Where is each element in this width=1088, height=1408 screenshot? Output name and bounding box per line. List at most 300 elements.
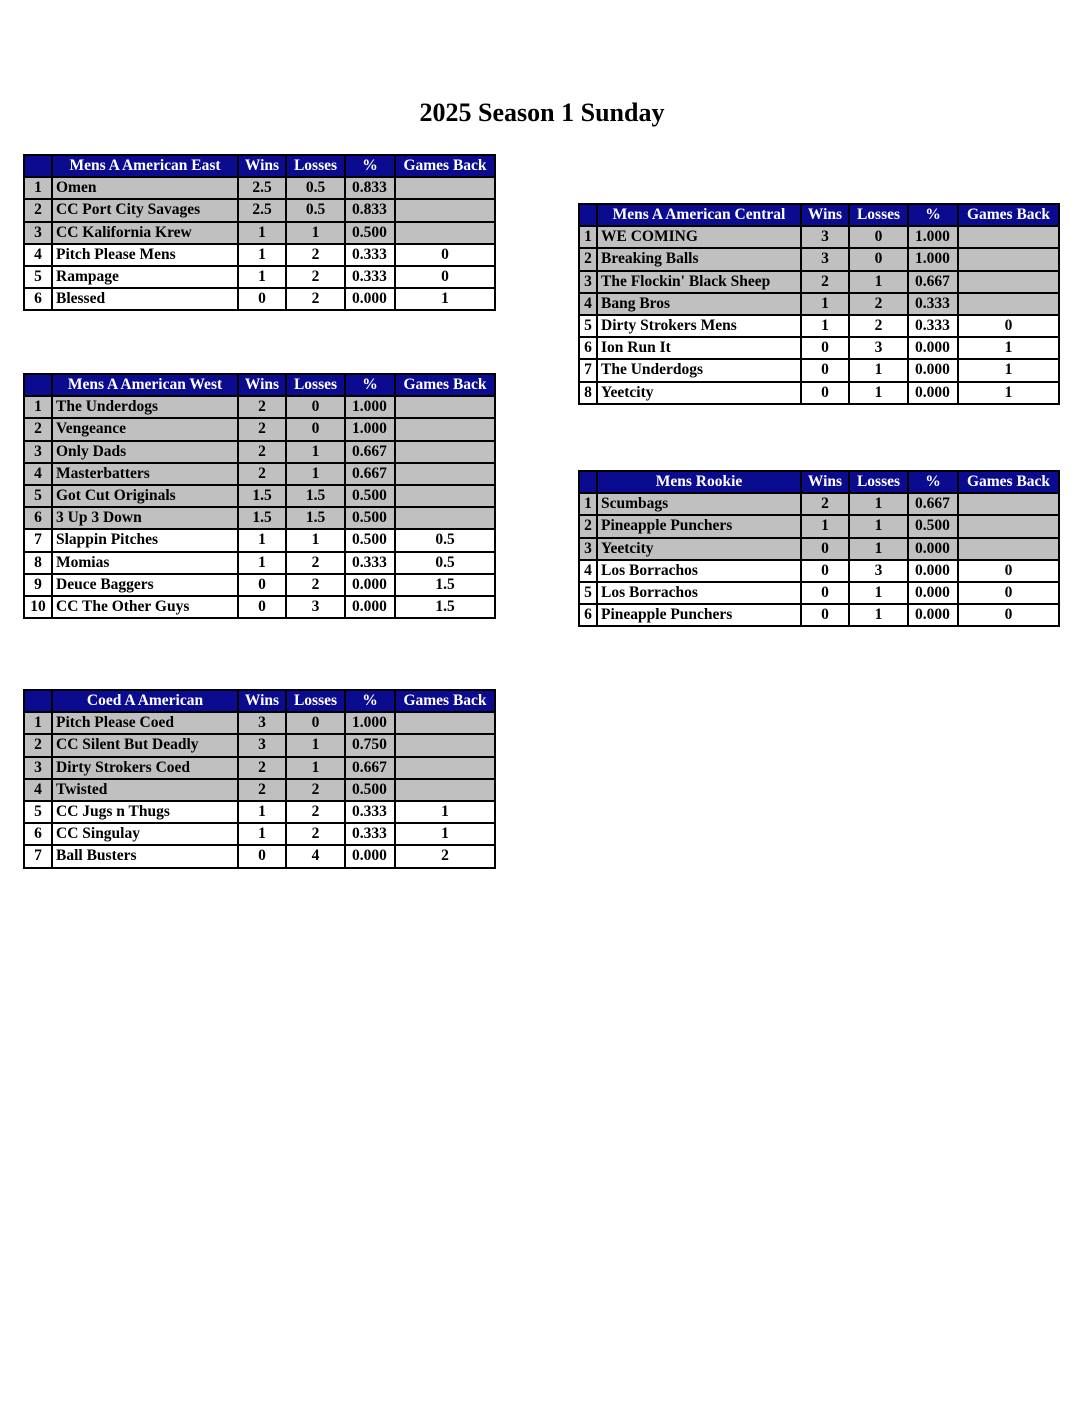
games-back-header: Games Back (395, 690, 495, 712)
games-back-cell: 1 (958, 337, 1059, 359)
table-row (579, 538, 1059, 560)
losses-cell: 1 (849, 271, 908, 293)
losses-cell: 1 (849, 515, 908, 537)
losses-cell: 1 (286, 529, 345, 551)
games-back-cell (395, 485, 495, 507)
table-row (24, 845, 495, 867)
table-row (579, 271, 1059, 293)
pct-cell: 1.000 (345, 712, 395, 734)
wins-cell: 0 (801, 382, 849, 404)
games-back-cell (395, 396, 495, 418)
pct-cell: 0.333 (345, 244, 395, 266)
rank-cell: 6 (24, 507, 52, 529)
pct-cell: 0.000 (908, 604, 958, 626)
losses-cell: 1 (849, 538, 908, 560)
table-row (24, 463, 495, 485)
pct-header: % (345, 374, 395, 396)
wins-cell: 1 (238, 266, 286, 288)
games-back-header: Games Back (395, 374, 495, 396)
games-back-cell (395, 199, 495, 221)
wins-cell: 1 (238, 529, 286, 551)
wins-cell: 2 (238, 463, 286, 485)
losses-header: Losses (286, 374, 345, 396)
table-header-row (24, 155, 495, 177)
losses-cell: 2 (286, 574, 345, 596)
wins-cell: 2 (238, 441, 286, 463)
wins-cell: 0 (801, 604, 849, 626)
team-name: Vengeance (52, 418, 238, 440)
rank-cell: 7 (24, 845, 52, 867)
wins-cell: 2 (238, 779, 286, 801)
wins-cell: 0 (238, 596, 286, 618)
games-back-cell: 1 (395, 801, 495, 823)
table-row (579, 493, 1059, 515)
pct-header: % (908, 471, 958, 493)
games-back-cell: 0.5 (395, 552, 495, 574)
wins-cell: 1 (238, 552, 286, 574)
table-header-row (24, 374, 495, 396)
games-back-cell: 0 (395, 266, 495, 288)
losses-cell: 3 (286, 596, 345, 618)
games-back-cell: 0 (395, 244, 495, 266)
games-back-header: Games Back (958, 204, 1059, 226)
wins-cell: 2 (238, 418, 286, 440)
team-name: Masterbatters (52, 463, 238, 485)
pct-cell: 0.000 (345, 596, 395, 618)
wins-header: Wins (238, 374, 286, 396)
team-name: Only Dads (52, 441, 238, 463)
wins-cell: 1 (238, 823, 286, 845)
games-back-cell (395, 441, 495, 463)
table-row (579, 226, 1059, 248)
team-name: CC The Other Guys (52, 596, 238, 618)
losses-cell: 0 (286, 396, 345, 418)
standings-table-coed-a-american (23, 689, 496, 869)
pct-cell: 0.500 (345, 507, 395, 529)
table-header-row (579, 471, 1059, 493)
team-name: CC Singulay (52, 823, 238, 845)
losses-cell: 4 (286, 845, 345, 867)
games-back-cell (958, 493, 1059, 515)
games-back-cell (958, 226, 1059, 248)
games-back-header: Games Back (395, 155, 495, 177)
pct-cell: 0.000 (908, 337, 958, 359)
standings-table-mens-rookie (578, 470, 1060, 627)
wins-header: Wins (238, 155, 286, 177)
rank-cell: 4 (579, 560, 597, 582)
team-name: Pineapple Punchers (597, 604, 801, 626)
losses-cell: 2 (849, 315, 908, 337)
team-name: Pineapple Punchers (597, 515, 801, 537)
pct-cell: 0.667 (345, 757, 395, 779)
rank-cell: 10 (24, 596, 52, 618)
losses-cell: 1 (849, 493, 908, 515)
table-row (24, 574, 495, 596)
games-back-cell (958, 271, 1059, 293)
losses-cell: 2 (286, 779, 345, 801)
table-row (24, 552, 495, 574)
rank-cell: 6 (579, 604, 597, 626)
division-name: Coed A American (52, 690, 238, 712)
losses-cell: 1 (286, 222, 345, 244)
team-name: Rampage (52, 266, 238, 288)
losses-cell: 1 (849, 582, 908, 604)
games-back-cell: 1.5 (395, 596, 495, 618)
pct-cell: 0.000 (345, 845, 395, 867)
losses-cell: 0 (286, 418, 345, 440)
rank-cell: 3 (24, 441, 52, 463)
rank-cell: 4 (579, 293, 597, 315)
rank-cell: 5 (24, 266, 52, 288)
team-name: Los Borrachos (597, 560, 801, 582)
rank-cell: 2 (579, 248, 597, 270)
table-row (24, 596, 495, 618)
table-row (24, 222, 495, 244)
table-row (24, 177, 495, 199)
games-back-cell: 0 (958, 315, 1059, 337)
games-back-cell: 0 (958, 582, 1059, 604)
games-back-cell: 0.5 (395, 529, 495, 551)
rank-cell: 3 (579, 271, 597, 293)
losses-header: Losses (286, 690, 345, 712)
rank-cell: 5 (579, 582, 597, 604)
table-row (24, 441, 495, 463)
rank-cell: 5 (579, 315, 597, 337)
games-back-cell (958, 515, 1059, 537)
games-back-cell: 1.5 (395, 574, 495, 596)
pct-cell: 0.500 (908, 515, 958, 537)
games-back-cell (395, 757, 495, 779)
losses-cell: 2 (286, 823, 345, 845)
table-header-row (579, 204, 1059, 226)
pct-cell: 0.333 (345, 801, 395, 823)
team-name: Los Borrachos (597, 582, 801, 604)
team-name: Dirty Strokers Mens (597, 315, 801, 337)
team-name: Scumbags (597, 493, 801, 515)
pct-cell: 0.333 (345, 266, 395, 288)
losses-cell: 1 (849, 359, 908, 381)
losses-header: Losses (286, 155, 345, 177)
team-name: Breaking Balls (597, 248, 801, 270)
wins-cell: 1 (238, 244, 286, 266)
team-name: CC Kalifornia Krew (52, 222, 238, 244)
table-row (24, 779, 495, 801)
team-name: CC Jugs n Thugs (52, 801, 238, 823)
table-row (24, 757, 495, 779)
rank-cell: 1 (579, 226, 597, 248)
games-back-cell (958, 538, 1059, 560)
team-name: The Underdogs (597, 359, 801, 381)
pct-cell: 0.833 (345, 199, 395, 221)
team-name: Yeetcity (597, 538, 801, 560)
rank-cell: 8 (24, 552, 52, 574)
rank-cell: 1 (24, 177, 52, 199)
pct-cell: 1.000 (345, 396, 395, 418)
losses-cell: 2 (849, 293, 908, 315)
losses-cell: 0.5 (286, 199, 345, 221)
pct-cell: 0.333 (345, 552, 395, 574)
pct-cell: 0.000 (908, 382, 958, 404)
rank-cell: 6 (24, 823, 52, 845)
rank-cell: 5 (24, 485, 52, 507)
table-row (579, 293, 1059, 315)
rank-cell: 4 (24, 779, 52, 801)
team-name: CC Port City Savages (52, 199, 238, 221)
games-back-cell (395, 463, 495, 485)
rank-header (24, 690, 52, 712)
rank-cell: 9 (24, 574, 52, 596)
rank-cell: 7 (579, 359, 597, 381)
table-row (579, 560, 1059, 582)
table-row (579, 604, 1059, 626)
team-name: Got Cut Originals (52, 485, 238, 507)
wins-header: Wins (801, 204, 849, 226)
games-back-cell (958, 248, 1059, 270)
wins-cell: 1 (238, 801, 286, 823)
losses-cell: 0.5 (286, 177, 345, 199)
table-row (24, 199, 495, 221)
table-row (579, 359, 1059, 381)
division-name: Mens Rookie (597, 471, 801, 493)
table-row (24, 244, 495, 266)
table-row (24, 288, 495, 310)
games-back-cell: 1 (395, 823, 495, 845)
wins-cell: 0 (801, 582, 849, 604)
wins-cell: 0 (801, 359, 849, 381)
losses-cell: 0 (849, 248, 908, 270)
losses-cell: 0 (286, 712, 345, 734)
table-row (24, 418, 495, 440)
rank-cell: 2 (24, 418, 52, 440)
pct-cell: 0.500 (345, 485, 395, 507)
rank-cell: 3 (24, 222, 52, 244)
wins-cell: 0 (238, 574, 286, 596)
rank-header (24, 155, 52, 177)
table-row (579, 382, 1059, 404)
team-name: Bang Bros (597, 293, 801, 315)
standings-table-mens-a-american-west (23, 373, 496, 619)
table-row (24, 396, 495, 418)
rank-cell: 1 (24, 712, 52, 734)
pct-cell: 0.333 (345, 823, 395, 845)
team-name: Twisted (52, 779, 238, 801)
games-back-cell: 1 (395, 288, 495, 310)
pct-cell: 1.000 (908, 248, 958, 270)
rank-header (579, 471, 597, 493)
team-name: Omen (52, 177, 238, 199)
page-title: 2025 Season 1 Sunday (419, 98, 665, 127)
losses-cell: 1 (286, 734, 345, 756)
pct-cell: 1.000 (908, 226, 958, 248)
losses-cell: 0 (849, 226, 908, 248)
team-name: Ball Busters (52, 845, 238, 867)
division-name: Mens A American East (52, 155, 238, 177)
wins-header: Wins (238, 690, 286, 712)
pct-cell: 0.000 (345, 288, 395, 310)
wins-cell: 0 (801, 538, 849, 560)
rank-cell: 8 (579, 382, 597, 404)
games-back-cell: 1 (958, 382, 1059, 404)
wins-cell: 3 (801, 248, 849, 270)
team-name: Dirty Strokers Coed (52, 757, 238, 779)
rank-cell: 2 (24, 199, 52, 221)
pct-cell: 0.000 (908, 560, 958, 582)
team-name: Blessed (52, 288, 238, 310)
games-back-cell: 2 (395, 845, 495, 867)
losses-cell: 1 (286, 757, 345, 779)
rank-cell: 4 (24, 463, 52, 485)
games-back-cell: 1 (958, 359, 1059, 381)
table-row (24, 507, 495, 529)
pct-cell: 0.500 (345, 529, 395, 551)
team-name: The Underdogs (52, 396, 238, 418)
losses-cell: 1.5 (286, 485, 345, 507)
losses-cell: 2 (286, 552, 345, 574)
team-name: Deuce Baggers (52, 574, 238, 596)
rank-cell: 7 (24, 529, 52, 551)
wins-cell: 1 (801, 315, 849, 337)
pct-cell: 0.000 (345, 574, 395, 596)
standings-table-mens-a-american-central (578, 203, 1060, 405)
table-row (24, 823, 495, 845)
division-name: Mens A American West (52, 374, 238, 396)
team-name: CC Silent But Deadly (52, 734, 238, 756)
table-row (24, 712, 495, 734)
wins-cell: 3 (238, 712, 286, 734)
losses-cell: 2 (286, 244, 345, 266)
pct-cell: 0.000 (908, 582, 958, 604)
losses-cell: 2 (286, 288, 345, 310)
games-back-cell (395, 507, 495, 529)
losses-header: Losses (849, 204, 908, 226)
games-back-cell (395, 712, 495, 734)
team-name: Momias (52, 552, 238, 574)
losses-cell: 1 (849, 382, 908, 404)
pct-cell: 1.000 (345, 418, 395, 440)
table-row (24, 801, 495, 823)
pct-cell: 0.000 (908, 359, 958, 381)
games-back-cell: 0 (958, 560, 1059, 582)
rank-cell: 6 (24, 288, 52, 310)
wins-header: Wins (801, 471, 849, 493)
games-back-cell (395, 222, 495, 244)
games-back-cell (958, 293, 1059, 315)
rank-cell: 6 (579, 337, 597, 359)
rank-cell: 3 (24, 757, 52, 779)
rank-cell: 1 (579, 493, 597, 515)
losses-cell: 1.5 (286, 507, 345, 529)
rank-cell: 4 (24, 244, 52, 266)
wins-cell: 2 (238, 396, 286, 418)
pct-cell: 0.000 (908, 538, 958, 560)
team-name: Ion Run It (597, 337, 801, 359)
games-back-cell (395, 177, 495, 199)
pct-header: % (345, 155, 395, 177)
pct-cell: 0.667 (908, 493, 958, 515)
losses-cell: 1 (286, 441, 345, 463)
division-name: Mens A American Central (597, 204, 801, 226)
team-name: Slappin Pitches (52, 529, 238, 551)
rank-header (579, 204, 597, 226)
team-name: WE COMING (597, 226, 801, 248)
table-row (24, 485, 495, 507)
table-header-row (24, 690, 495, 712)
team-name: Pitch Please Coed (52, 712, 238, 734)
games-back-cell (395, 418, 495, 440)
table-row (24, 734, 495, 756)
rank-cell: 5 (24, 801, 52, 823)
losses-header: Losses (849, 471, 908, 493)
wins-cell: 0 (801, 560, 849, 582)
pct-cell: 0.667 (908, 271, 958, 293)
table-row (579, 315, 1059, 337)
wins-cell: 2 (801, 271, 849, 293)
team-name: 3 Up 3 Down (52, 507, 238, 529)
pct-cell: 0.500 (345, 222, 395, 244)
games-back-cell (395, 734, 495, 756)
wins-cell: 1 (801, 515, 849, 537)
pct-header: % (908, 204, 958, 226)
rank-header (24, 374, 52, 396)
pct-cell: 0.750 (345, 734, 395, 756)
wins-cell: 1.5 (238, 507, 286, 529)
rank-cell: 2 (579, 515, 597, 537)
pct-cell: 0.333 (908, 315, 958, 337)
pct-cell: 0.500 (345, 779, 395, 801)
wins-cell: 1.5 (238, 485, 286, 507)
wins-cell: 0 (801, 337, 849, 359)
rank-cell: 2 (24, 734, 52, 756)
rank-cell: 1 (24, 396, 52, 418)
wins-cell: 3 (801, 226, 849, 248)
rank-cell: 3 (579, 538, 597, 560)
pct-cell: 0.667 (345, 463, 395, 485)
table-row (24, 266, 495, 288)
losses-cell: 2 (286, 266, 345, 288)
pct-cell: 0.667 (345, 441, 395, 463)
team-name: Pitch Please Mens (52, 244, 238, 266)
losses-cell: 3 (849, 560, 908, 582)
games-back-cell: 0 (958, 604, 1059, 626)
standings-table-mens-a-american-east (23, 154, 496, 311)
losses-cell: 1 (849, 604, 908, 626)
pct-cell: 0.833 (345, 177, 395, 199)
table-row (24, 529, 495, 551)
wins-cell: 1 (801, 293, 849, 315)
table-row (579, 337, 1059, 359)
games-back-header: Games Back (958, 471, 1059, 493)
wins-cell: 2 (238, 757, 286, 779)
pct-header: % (345, 690, 395, 712)
team-name: The Flockin' Black Sheep (597, 271, 801, 293)
table-row (579, 248, 1059, 270)
losses-cell: 3 (849, 337, 908, 359)
games-back-cell (395, 779, 495, 801)
losses-cell: 2 (286, 801, 345, 823)
table-row (579, 515, 1059, 537)
pct-cell: 0.333 (908, 293, 958, 315)
wins-cell: 2.5 (238, 177, 286, 199)
wins-cell: 2.5 (238, 199, 286, 221)
wins-cell: 0 (238, 845, 286, 867)
wins-cell: 2 (801, 493, 849, 515)
losses-cell: 1 (286, 463, 345, 485)
team-name: Yeetcity (597, 382, 801, 404)
wins-cell: 1 (238, 222, 286, 244)
table-row (579, 582, 1059, 604)
wins-cell: 3 (238, 734, 286, 756)
wins-cell: 0 (238, 288, 286, 310)
